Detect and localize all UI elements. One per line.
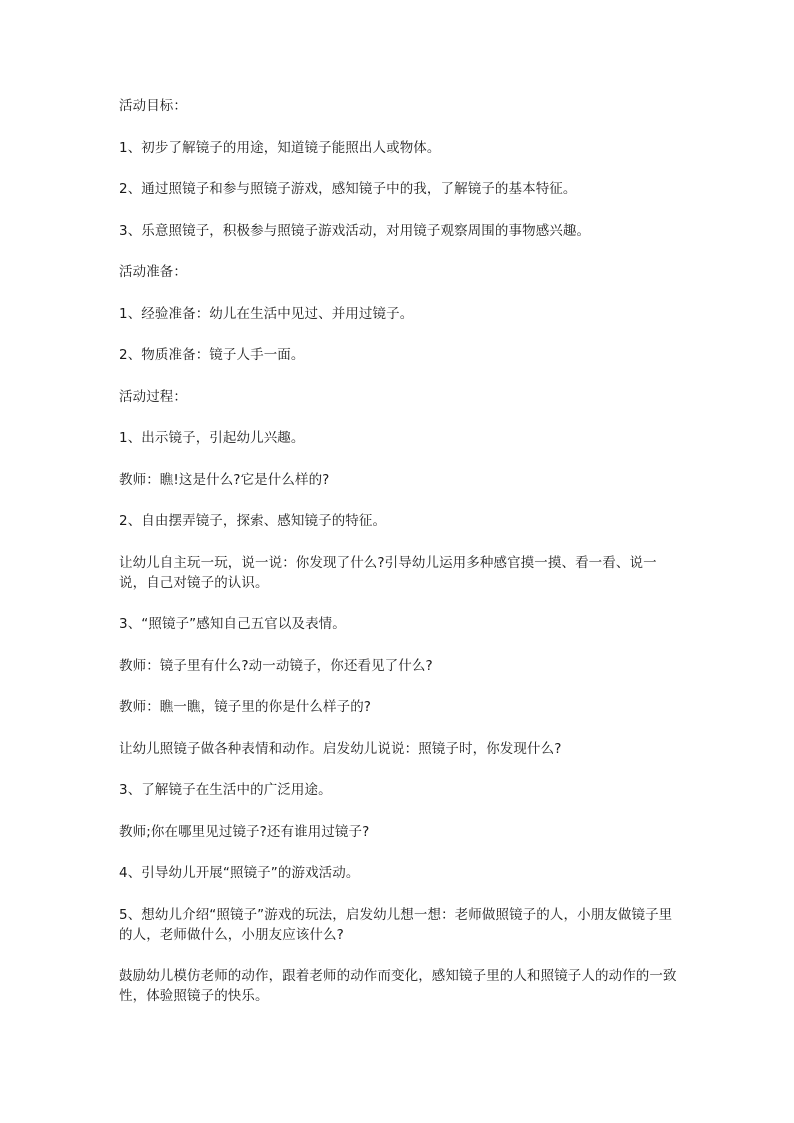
goal-item-2: 2、通过照镜子和参与照镜子游戏，感知镜子中的我，了解镜子的基本特征。 (119, 181, 577, 197)
document-body (119, 96, 679, 1028)
process-step-5: 5、想幼儿介绍“照镜子”游戏的玩法，启发幼儿想一想：老师做照镜子的人，小朋友做镜子里的人，老师做什么，小朋友应该什么? (119, 906, 673, 943)
process-dialogue: 教师;你在哪里见过镜子?还有谁用过镜子? (119, 823, 370, 840)
process-paragraph: 鼓励幼儿模仿老师的动作，跟着老师的动作而变化，感知镜子里的人和照镜子人的动作的一致性，体验照镜子的快乐。 (119, 968, 677, 1004)
heading-activity-process: 活动过程： (119, 388, 187, 405)
process-dialogue: 教师：镜子里有什么?动一动镜子，你还看见了什么? (119, 657, 433, 674)
heading-activity-goals: 活动目标： (119, 98, 187, 114)
preparation-item-1: 1、经验准备：幼儿在生活中见过、并用过镜子。 (119, 305, 414, 322)
preparation-item-2: 2、物质准备：镜子人手一面。 (119, 347, 305, 363)
process-paragraph: 让幼儿自主玩一玩，说一说：你发现了什么?引导幼儿运用多种感官摸一摸、看一看、说一说，自己对镜子的认识。 (119, 554, 657, 591)
heading-activity-preparation: 活动准备： (119, 264, 187, 280)
process-step-2: 2、自由摆弄镜子，探索、感知镜子的特征。 (119, 513, 387, 529)
process-paragraph: 让幼儿照镜子做各种表情和动作。启发幼儿说说：照镜子时，你发现什么? (119, 740, 562, 757)
process-step-4: 4、引导幼儿开展“照镜子”的游戏活动。 (119, 865, 360, 881)
goal-item-3: 3、乐意照镜子，积极参与照镜子游戏活动，对用镜子观察周围的事物感兴趣。 (119, 222, 591, 239)
process-dialogue: 教师：瞧!这是什么?它是什么样的? (119, 471, 330, 488)
process-step-3: 3、“照镜子”感知自己五官以及表情。 (119, 616, 346, 632)
process-step-3b: 3、了解镜子在生活中的广泛用途。 (119, 782, 332, 798)
goal-item-1: 1、初步了解镜子的用途，知道镜子能照出人或物体。 (119, 139, 441, 156)
process-step-1: 1、出示镜子，引起幼儿兴趣。 (119, 430, 305, 446)
process-dialogue: 教师：瞧一瞧，镜子里的你是什么样子的? (119, 699, 372, 715)
